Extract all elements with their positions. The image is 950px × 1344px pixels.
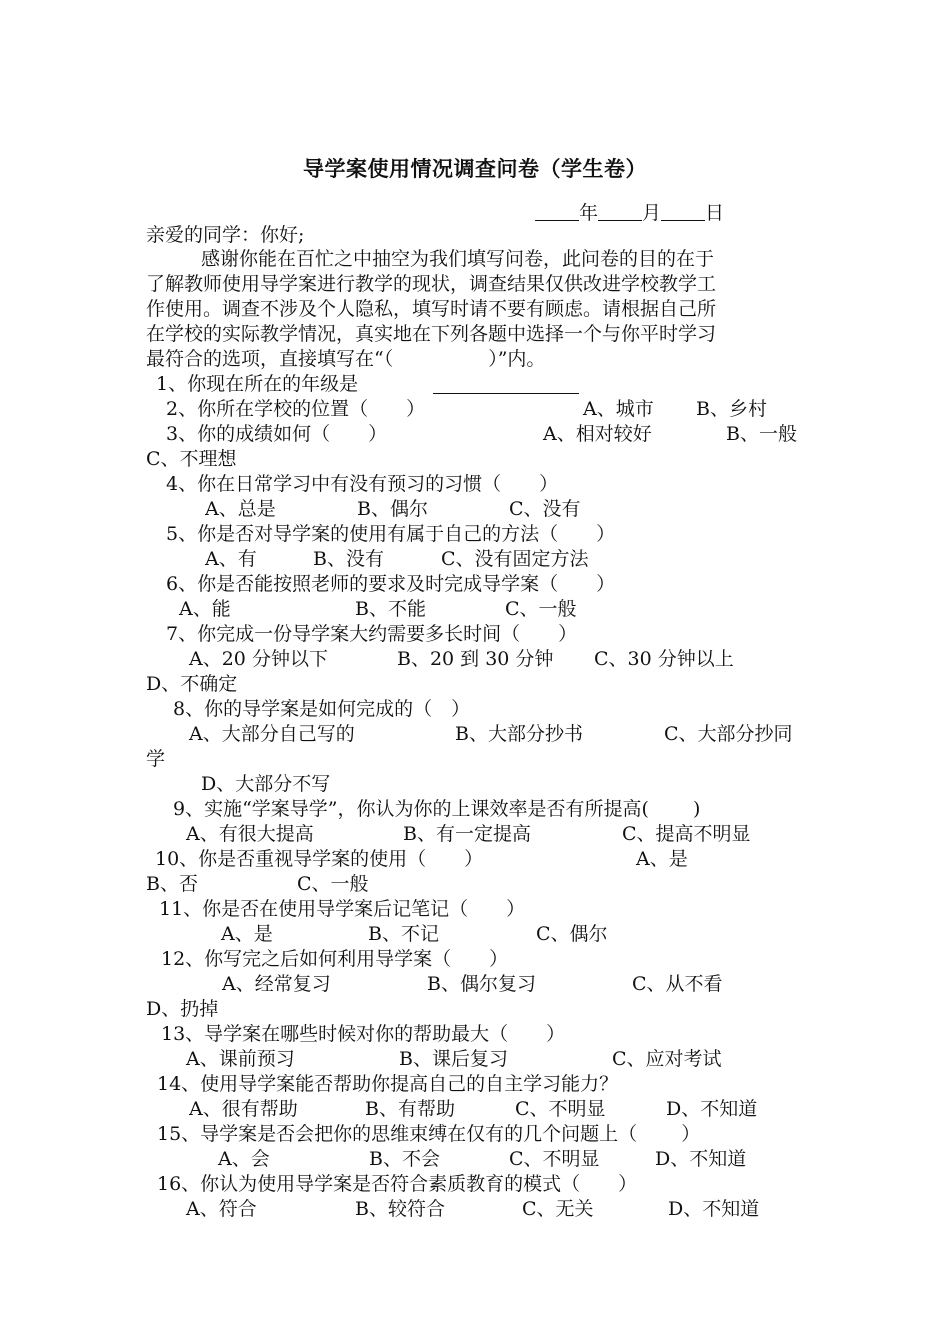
question-13: 13、导学案在哪些时候对你的帮助最大（ ）: [161, 1023, 566, 1045]
question-1: [156, 372, 358, 396]
q12-option-d: D、扔掉: [146, 998, 219, 1020]
q8-option-c: C、大部分抄同: [664, 723, 793, 745]
q9-option-a: A、有很大提高: [186, 823, 314, 845]
question-7: 7、你完成一份导学案大约需要多长时间（ ）: [166, 623, 578, 645]
q2-option-b: B、乡村: [696, 398, 767, 420]
q3-option-b: B、一般: [726, 423, 797, 445]
q15-option-d: D、不知道: [655, 1148, 747, 1170]
q14-option-c: C、不明显: [515, 1098, 606, 1120]
question-3: 3、你的成绩如何（ ）: [166, 423, 388, 445]
day-blank[interactable]: [661, 204, 705, 221]
q16-option-b: B、较符合: [355, 1198, 445, 1220]
q6-option-c: C、一般: [505, 598, 577, 620]
q14-option-a: A、很有帮助: [189, 1098, 298, 1120]
q6-option-b: B、不能: [355, 598, 426, 620]
q6-option-a: A、能: [179, 598, 231, 620]
question-4: 4、你在日常学习中有没有预习的习惯（ ）: [166, 473, 559, 495]
q11-option-c: C、偶尔: [536, 923, 608, 945]
year-blank[interactable]: [535, 204, 579, 221]
q13-option-a: A、课前预习: [186, 1048, 295, 1070]
q9-option-b: B、有一定提高: [403, 823, 531, 845]
q5-option-b: B、没有: [313, 548, 384, 570]
greeting: 亲爱的同学：你好;: [146, 224, 305, 246]
question-15: 15、导学案是否会把你的思维束缚在仅有的几个问题上（ ）: [157, 1123, 701, 1145]
q13-option-b: B、课后复习: [399, 1048, 508, 1070]
q15-option-c: C、不明显: [509, 1148, 600, 1170]
date-line: [535, 198, 724, 225]
intro-line-3: 作使用。调查不涉及个人隐私，填写时请不要有顾虑。请根据自己所: [146, 298, 717, 320]
intro-line-2: 了解教师使用导学案进行教学的现状，调查结果仅供改进学校教学工: [146, 273, 717, 295]
q7-option-d: D、不确定: [146, 673, 238, 695]
question-8: 8、你的导学案是如何完成的（ ）: [173, 698, 471, 720]
day-label: 日: [705, 202, 725, 224]
q10-option-a: A、是: [636, 848, 688, 870]
q13-option-c: C、应对考试: [612, 1048, 722, 1070]
q16-option-d: D、不知道: [668, 1198, 760, 1220]
q2-option-a: A、城市: [583, 398, 654, 420]
q7-option-a: A、20 分钟以下: [189, 648, 328, 670]
q4-option-b: B、偶尔: [357, 498, 428, 520]
month-blank[interactable]: [598, 204, 642, 221]
q5-option-a: A、有: [205, 548, 257, 570]
question-2: 2、你所在学校的位置（ ）: [166, 398, 426, 420]
q11-option-a: A、是: [221, 923, 273, 945]
question-10: 10、你是否重视导学案的使用（ ）: [155, 848, 484, 870]
intro-line-4: 在学校的实际教学情况，真实地在下列各题中选择一个与你平时学习: [146, 323, 717, 345]
q7-option-c: C、30 分钟以上: [594, 648, 734, 670]
intro-line-5: 最符合的选项，直接填写在“（ ）”内。: [146, 348, 546, 370]
year-label: 年: [579, 202, 599, 224]
q8-option-a: A、大部分自己写的: [189, 723, 355, 745]
q4-option-a: A、总是: [205, 498, 276, 520]
q8-option-d: D、大部分不写: [201, 773, 331, 795]
q8-option-c-cont: 学: [146, 748, 166, 770]
month-label: 月: [642, 202, 662, 224]
q15-option-a: A、会: [218, 1148, 270, 1170]
q16-option-c: C、无关: [522, 1198, 594, 1220]
question-16: 16、你认为使用导学案是否符合素质教育的模式（ ）: [157, 1173, 638, 1195]
intro-line-1: 感谢你能在百忙之中抽空为我们填写问卷，此问卷的目的在于: [201, 248, 715, 270]
question-1-text: 1、你现在所在的年级是: [156, 373, 359, 395]
q11-option-b: B、不记: [368, 923, 439, 945]
q14-option-b: B、有帮助: [365, 1098, 455, 1120]
q10-option-c: C、一般: [297, 873, 369, 895]
question-6: 6、你是否能按照老师的要求及时完成导学案（ ）: [166, 573, 616, 595]
q7-option-b: B、20 到 30 分钟: [397, 648, 554, 670]
q5-option-c: C、没有固定方法: [441, 548, 589, 570]
q12-option-c: C、从不看: [632, 973, 723, 995]
question-12: 12、你写完之后如何利用导学案（ ）: [161, 948, 509, 970]
question-11: 11、你是否在使用导学案后记笔记（ ）: [159, 898, 526, 920]
question-9: 9、实施“学案导学”，你认为你的上课效率是否有所提高( ): [173, 798, 701, 820]
q9-option-c: C、提高不明显: [622, 823, 751, 845]
q4-option-c: C、没有: [509, 498, 581, 520]
page-title: 导学案使用情况调查问卷（学生卷）: [303, 157, 647, 181]
q8-option-b: B、大部分抄书: [455, 723, 583, 745]
q16-option-a: A、符合: [186, 1198, 257, 1220]
q12-option-a: A、经常复习: [222, 973, 331, 995]
q3-option-a: A、相对较好: [543, 423, 652, 445]
question-14: 14、使用导学案能否帮助你提高自己的自主学习能力？: [157, 1073, 619, 1095]
q15-option-b: B、不会: [369, 1148, 440, 1170]
question-5: 5、你是否对导学案的使用有属于自己的方法（ ）: [166, 523, 616, 545]
grade-fill-blank[interactable]: [433, 372, 579, 396]
q14-option-d: D、不知道: [666, 1098, 758, 1120]
q3-option-c: C、不理想: [146, 448, 237, 470]
q10-option-b: B、否: [146, 873, 198, 895]
q12-option-b: B、偶尔复习: [427, 973, 536, 995]
